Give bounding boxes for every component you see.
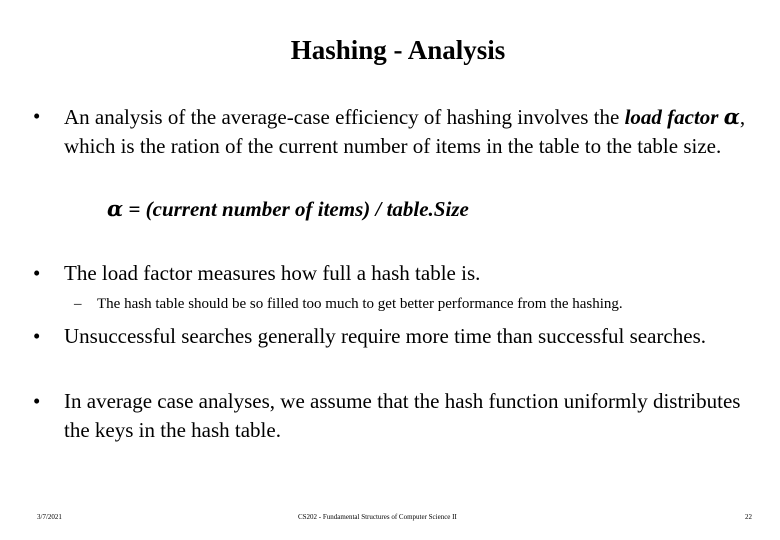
bullet-marker: • [33,261,41,285]
formula-alpha-symbol: α [107,196,124,221]
bullet-average-case-assumption [33,387,753,445]
bullet-text: Unsuccessful searches generally require more time than successful searches. [64,324,706,348]
formula-expression: = (current number of items) / table.Size [123,197,469,221]
sub-bullet-text: The hash table should be so filled too much to get better performance from the hashing. [97,296,623,312]
bullet-text: In average case analyses, we assume that the hash function uniformly distributes the keys in the hash table. [64,389,741,442]
footer-page-number: 22 [745,513,752,521]
bullet-text-pre: An analysis of the average-case efficiency of hashing involves the [64,105,620,129]
bullet-unsuccessful-searches [33,322,753,351]
bullet-marker: • [33,389,41,413]
bullet-load-factor-measure [33,259,753,288]
bullet-marker: • [33,324,41,348]
bullet-marker: • [33,104,41,128]
footer-course-name: CS202 - Fundamental Structures of Computer Science II [298,513,457,521]
sub-bullet-marker: – [74,296,82,312]
bullet-text-post: , which is the ration of the current number of items in the table to the table size. [64,105,746,158]
load-factor-formula [107,194,469,224]
footer-date: 3/7/2021 [37,513,62,521]
slide-title: Hashing - Analysis [290,35,506,65]
bullet-text: The load factor measures how full a hash table is. [64,261,481,285]
bullet-text [64,102,753,161]
alpha-symbol: α [723,104,740,129]
load-factor-term: load factor [624,105,719,129]
bullet-load-factor-definition [33,102,753,161]
sub-bullet-table-fill [74,293,623,315]
